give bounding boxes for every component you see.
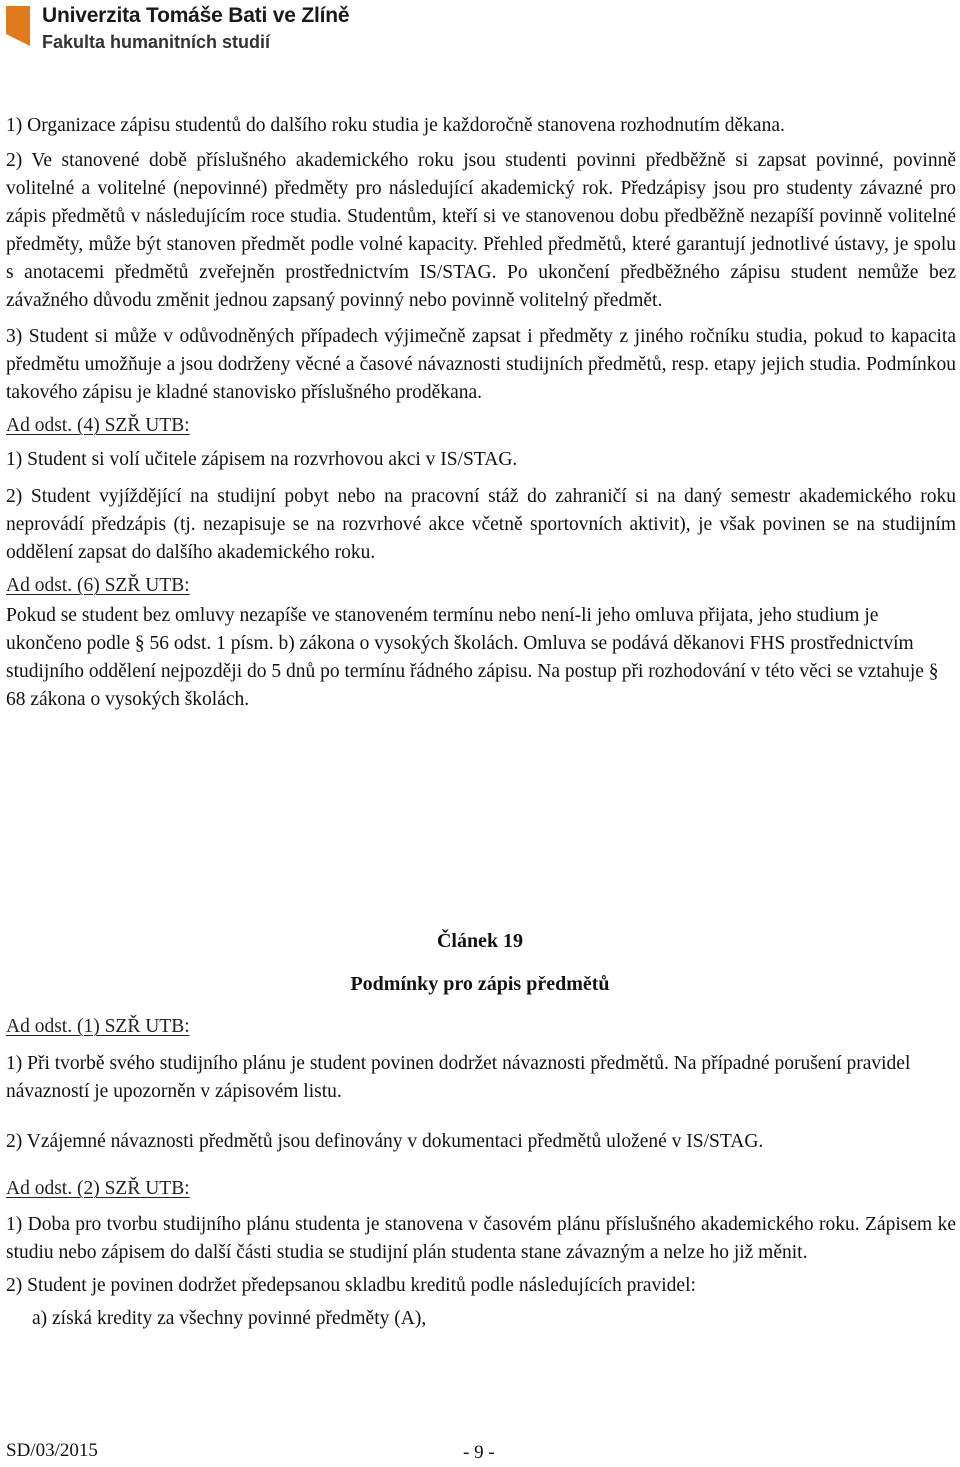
article-paragraph-2-2: 2) Student je povinen dodržet předepsanou skladbu kreditů podle následujících pravidel: <box>6 1275 696 1296</box>
article-paragraph-1-1: 1) Při tvorbě svého studijního plánu je student povinen dodržet návaznosti předmětů. Na případné porušení pravidel návazností je upozorněn v zápisovém listu. <box>6 1053 911 1102</box>
paragraph-4-1: 1) Student si volí učitele zápisem na rozvrhovou akci v IS/STAG. <box>6 449 518 470</box>
university-logo-icon <box>6 6 30 46</box>
logo-text <box>42 2 349 54</box>
article-paragraph-2-1: 1) Doba pro tvorbu studijního plánu studenta je stanovena v časovém plánu příslušného akademického roku. Zápisem ke studiu nebo zápisem do další části studia se studijní plán studenta stane závazným a nelze ho již měnit. <box>6 1214 956 1263</box>
article-item-a: a) získá kredity za všechny povinné předměty (A), <box>32 1308 427 1329</box>
paragraph-4-2: 2) Student vyjíždějící na studijní pobyt nebo na pracovní stáž do zahraničí si na daný semestr akademického roku neprovádí předzápis (tj. nezapisuje se na rozvrhové akce včetně sportovních aktivit), je však povinen se na studijním oddělení zapsat do dalšího akademického roku. <box>6 486 956 563</box>
reference-par-6: Ad odst. (6) SZŘ UTB: <box>6 575 190 596</box>
paragraph-1: 1) Organizace zápisu studentů do dalšího roku studia je každoročně stanovena rozhodnutím děkana. <box>6 115 785 136</box>
university-name: Univerzita Tomáše Bati ve Zlíně <box>42 4 350 27</box>
article-title: Podmínky pro zápis předmětů <box>350 973 610 995</box>
article-number: Článek 19 <box>436 930 524 952</box>
paragraph-6: Pokud se student bez omluvy nezapíše ve stanoveném termínu nebo není-li jeho omluva přijata, jeho studium je ukončeno podle § 56 odst. 1 písm. b) zákona o vysokých školách. Omluva se podává děkanovi FHS prostřednictvím studijního oddělení nejpozději do 5 dnů po termínu řádného zápisu. Na postup při rozhodování v této věci se vztahuje § 68 zákona o vysokých školách. <box>6 605 939 710</box>
page-number: - 9 - <box>463 1442 495 1463</box>
reference-par-4: Ad odst. (4) SZŘ UTB: <box>6 415 190 436</box>
document-id: SD/03/2015 <box>6 1440 98 1461</box>
reference-par-2: Ad odst. (2) SZŘ UTB: <box>6 1178 190 1199</box>
article-paragraph-1-2: 2) Vzájemné návaznosti předmětů jsou definovány v dokumentaci předmětů uložené v IS/STAG. <box>6 1131 764 1152</box>
paragraph-3: 3) Student si může v odůvodněných případech výjimečně zapsat i předměty z jiného ročníku studia, pokud to kapacita předmětu umožňuje a jsou dodrženy věcné a časové návaznosti studijních předmětů, resp. etapy jejich studia. Podmínkou takového zápisu je kladné stanovisko příslušného proděkana. <box>6 326 956 403</box>
faculty-name: Fakulta humanitních studií <box>42 32 271 52</box>
paragraph-2: 2) Ve stanovené době příslušného akademického roku jsou studenti povinni předběžně si zapsat povinné, povinně volitelné a volitelné (nepovinné) předměty pro následující akademický rok. Předzápisy jsou pro studenty závazné pro zápis předmětů v následujícím roce studia. Studentům, kteří si ve stanovenou dobu předběžně nezapíší povinně volitelné předměty, může být stanoven předmět podle volné kapacity. Přehled předmětů, které garantují jednotlivé ústavy, je spolu s anotacemi předmětů zveřejněn prostřednictvím IS/STAG. Po ukončení předběžného zápisu student nemůže bez závažného důvodu změnit jednou zapsaný povinný nebo povinně volitelný předmět. <box>6 150 956 311</box>
document-body <box>6 112 956 721</box>
reference-par-1: Ad odst. (1) SZŘ UTB: <box>6 1016 190 1037</box>
article-body <box>6 1013 956 1340</box>
